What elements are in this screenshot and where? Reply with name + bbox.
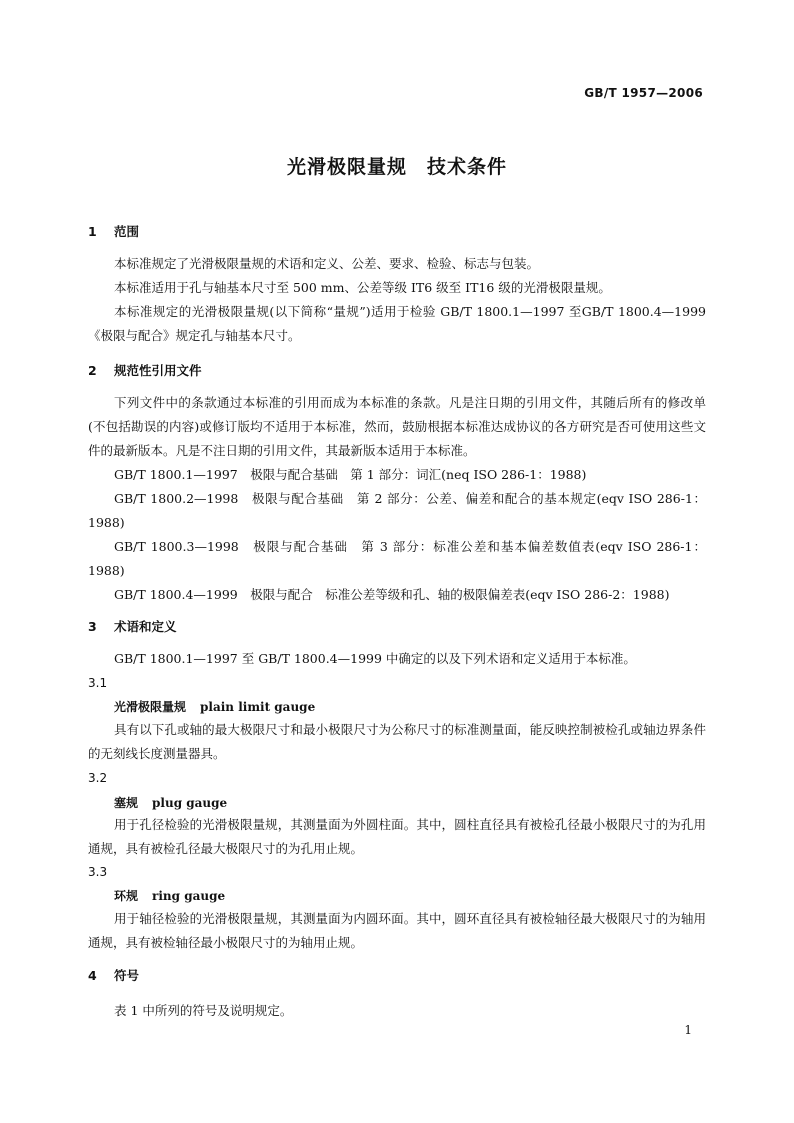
section-title: 规范性引用文件 <box>114 363 202 378</box>
page-number: 1 <box>684 1023 692 1037</box>
term-zh: 塞规 <box>114 796 139 810</box>
term-number: 3.3 <box>88 865 108 879</box>
reference-item: GB/T 1800.3—1998 极限与配合基础 第 3 部分：标准公差和基本偏差数值表(eqv ISO 286-1：1988) <box>88 539 706 578</box>
section-title: 范围 <box>114 224 140 239</box>
reference-item: GB/T 1800.1—1997 极限与配合基础 第 1 部分：词汇(neq ISO 286-1：1988) <box>114 467 587 482</box>
paragraph: GB/T 1800.1—1997 至 GB/T 1800.4—1999 中确定的以及下列术语和定义适用于本标准。 <box>114 651 636 666</box>
term-en: plug gauge <box>152 796 228 810</box>
section-title: 术语和定义 <box>114 619 177 634</box>
paragraph: 本标准适用于孔与轴基本尺寸至 500 mm、公差等级 IT6 级至 IT16 级的光滑极限量规。 <box>114 280 611 295</box>
standard-code: GB/T 1957—2006 <box>584 86 703 100</box>
paragraph: 本标准规定了光滑极限量规的术语和定义、公差、要求、检验、标志与包装。 <box>114 256 540 271</box>
paragraph: 下列文件中的条款通过本标准的引用而成为本标准的条款。凡是注日期的引用文件，其随后所有的修改单(不包括勘误的内容)或修订版均不适用于本标准，然而，鼓励根据本标准达成协议的各方研究是否可使用这些文件的最新版本。凡是不注日期的引用文件，其最新版本适用于本标准。 <box>88 395 706 458</box>
term-definition: 具有以下孔或轴的最大极限尺寸和最小极限尺寸为公称尺寸的标准测量面，能反映控制被检孔或轴边界条件的无刻线长度测量器具。 <box>88 722 706 761</box>
reference-item: GB/T 1800.4—1999 极限与配合 标准公差等级和孔、轴的极限偏差表(eqv ISO 286-2：1988) <box>114 587 670 602</box>
document-title: 光滑极限量规 技术条件 <box>286 156 507 178</box>
term-en: ring gauge <box>152 889 226 903</box>
term-heading <box>114 794 227 811</box>
paragraph: 表 1 中所列的符号及说明规定。 <box>114 1003 293 1018</box>
section-1-heading <box>88 222 139 240</box>
section-4-heading <box>88 966 139 984</box>
section-title: 符号 <box>114 968 140 983</box>
term-definition: 用于孔径检验的光滑极限量规，其测量面为外圆柱面。其中，圆柱直径具有被检孔径最小极限尺寸的为孔用通规，具有被检孔径最大极限尺寸的为孔用止规。 <box>88 817 706 856</box>
section-number: 4 <box>88 968 97 983</box>
section-number: 2 <box>88 363 97 378</box>
reference-item: GB/T 1800.2—1998 极限与配合基础 第 2 部分：公差、偏差和配合的基本规定(eqv ISO 286-1：1988) <box>88 491 706 530</box>
term-zh: 光滑极限量规 <box>114 700 187 714</box>
term-heading <box>114 698 315 715</box>
term-number: 3.1 <box>88 676 108 690</box>
term-zh: 环规 <box>114 889 139 903</box>
term-en: plain limit gauge <box>200 700 316 714</box>
term-heading <box>114 887 225 904</box>
section-number: 3 <box>88 619 97 634</box>
term-definition: 用于轴径检验的光滑极限量规，其测量面为内圆环面。其中，圆环直径具有被检轴径最大极限尺寸的为轴用通规，具有被检轴径最小极限尺寸的为轴用止规。 <box>88 911 706 950</box>
section-number: 1 <box>88 224 97 239</box>
paragraph: 本标准规定的光滑极限量规(以下简称“量规”)适用于检验 GB/T 1800.1—1997 至GB/T 1800.4—1999《极限与配合》规定孔与轴基本尺寸。 <box>88 304 706 343</box>
section-2-heading <box>88 361 202 379</box>
term-number: 3.2 <box>88 771 108 785</box>
section-3-heading <box>88 617 177 635</box>
